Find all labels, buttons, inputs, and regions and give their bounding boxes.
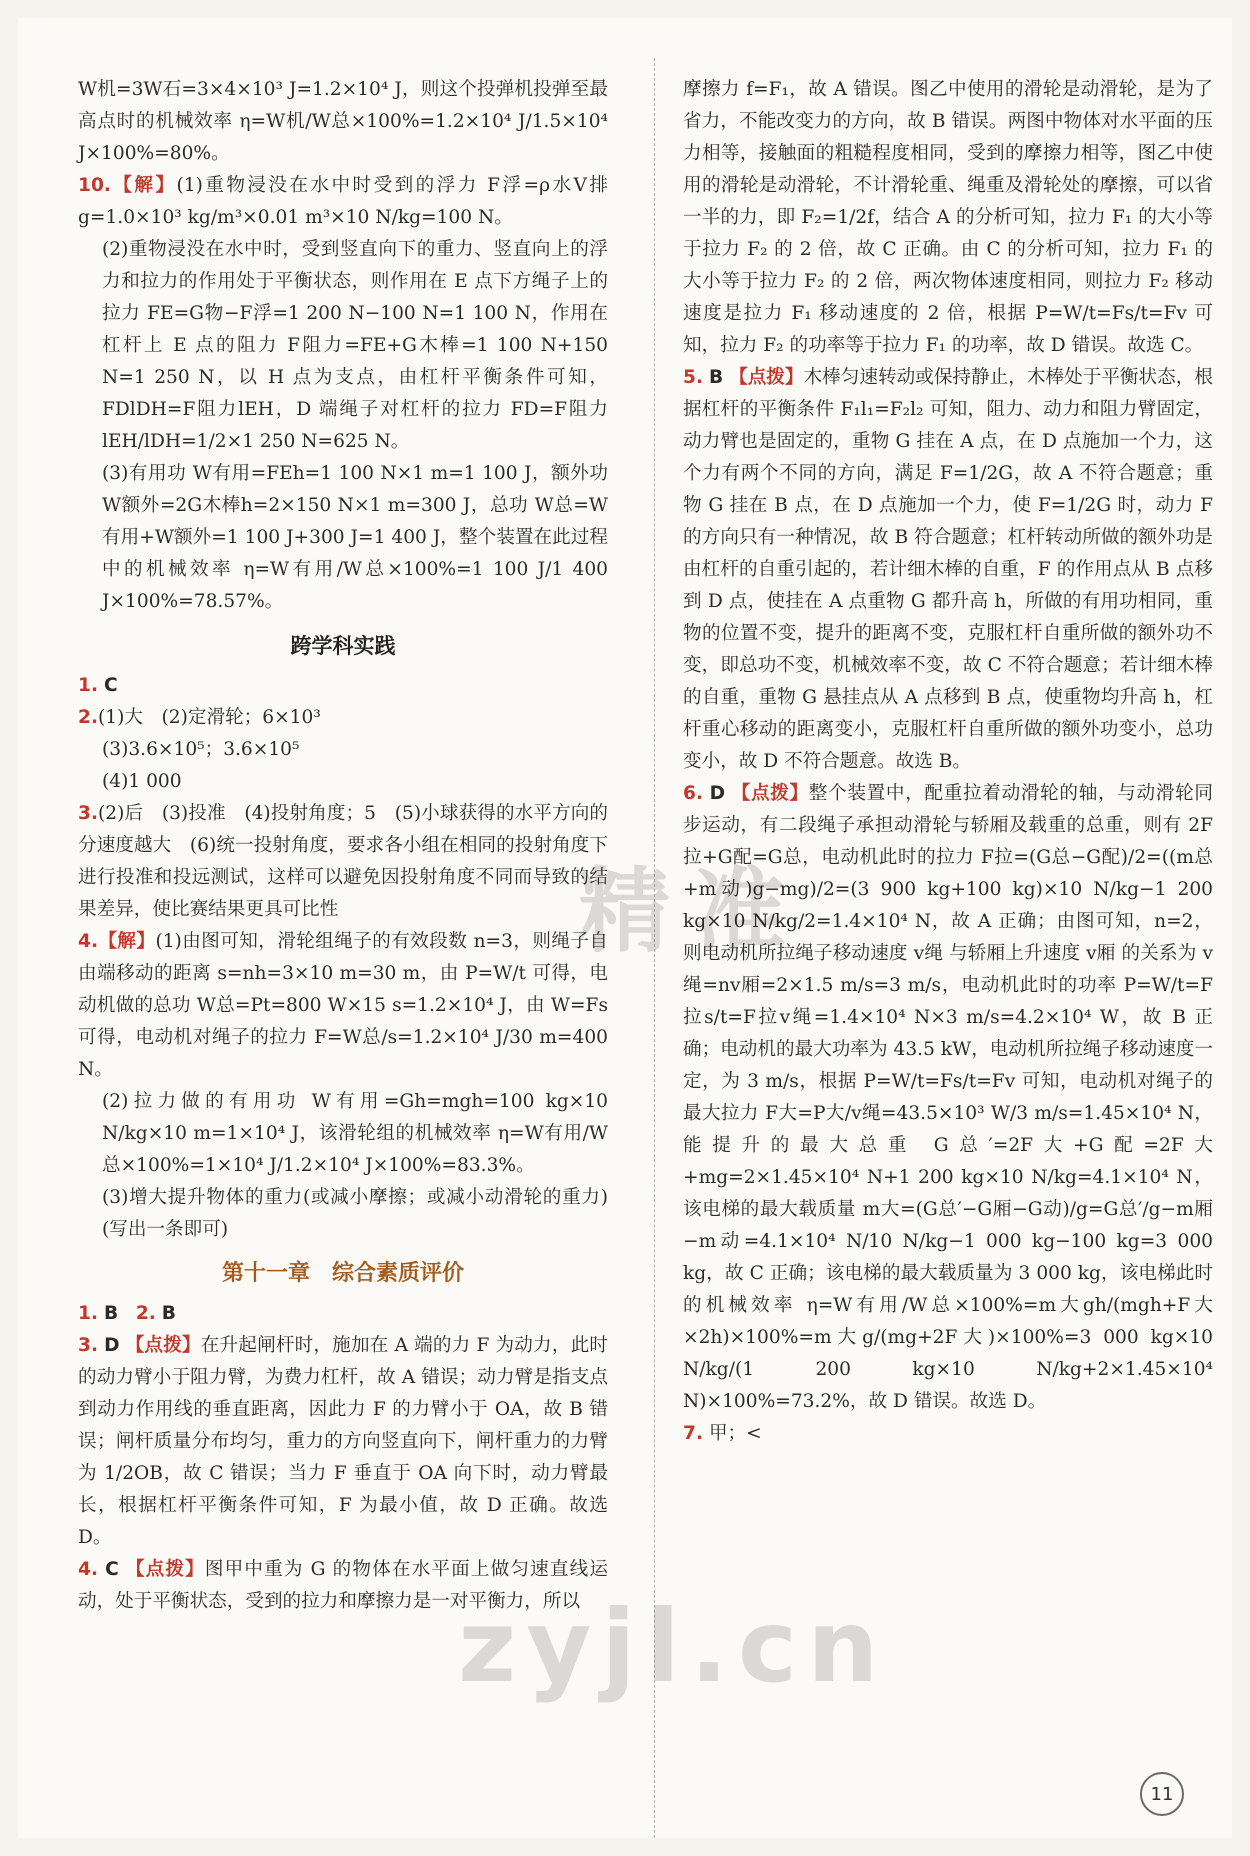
answer-item xyxy=(78,670,608,702)
question-number: 4. xyxy=(78,1559,99,1580)
question-10 xyxy=(78,170,608,234)
watermark-url: zyjl.cn xyxy=(458,1588,889,1705)
question-number: 6. xyxy=(683,783,704,804)
answer-text: 木棒匀速转动或保持静止，木棒处于平衡状态，根据杠杆的平衡条件 F₁l₁=F₂l₂ 可知，阻力、动力和阻力臂固定，动力臂也是固定的，重物 G 挂在 A 点，在 D 点施加一个力，这个力有两个不同的方向，满足 F=1/2G，故 A 不符合题意；重物 G 挂在 B 点，在 D 点施加一个力，使 F=1/2G 时，动力 F 的方向只有一种情况，故 B 符合题意；杠杆转动所做的额外功是由杠杆的自重引起的，若计细木棒的自重，F 的作用点从 B 点移到 D 点，使挂在 A 点重物 G 都升高 h，所做的有用功相同，重物的位置不变，提升的距离不变，克服杠杆自重所做的额外功不变，即总功不变，机械效率不变，故 C 不符合题意；若计细木棒的自重，重物 G 悬挂点从 A 点移到 B 点，使重物均升高 h，杠杆重心移动的距离变小，克服杠杆自重所做的额外功变小，总功变小，故 D 不符合题意。故选 B。 xyxy=(683,367,1213,772)
answer-choice: B xyxy=(708,367,724,388)
answer-text: (1)由图可知，滑轮组绳子的有效段数 n=3，则绳子自由端移动的距离 s=nh=3×10 m=30 m，由 P=W/t 可得，电动机做的总功 W总=Pt=800 W×15 s=1.2×10⁴ J，由 W=Fs 可得，电动机对绳子的拉力 F=W总/s=1.2×10⁴ J/30 m=400 N。 xyxy=(78,931,608,1080)
right-column xyxy=(683,74,1213,1450)
answer-page xyxy=(18,18,1232,1838)
hint-tag: 【点拨】 xyxy=(125,1335,201,1356)
answer-choice: C xyxy=(105,1559,119,1580)
question-number: 4. xyxy=(78,931,99,952)
answer-item xyxy=(78,702,608,734)
answer-item xyxy=(683,362,1213,778)
question-number: 2. xyxy=(78,707,99,728)
hint-tag: 【点拨】 xyxy=(729,367,804,388)
answer-text: 摩擦力 f=F₁，故 A 错误。图乙中使用的滑轮是动滑轮，是为了省力，不能改变力的方向，故 B 错误。两图中物体对水平面的压力相等，接触面的粗糙程度相同，受到的摩擦力相等，图乙中使用的滑轮是动滑轮，不计滑轮重、绳重及滑轮处的摩擦，可以省一半的力，即 F₂=1/2f，结合 A 的分析可知，拉力 F₁ 的大小等于拉力 F₂ 的 2 倍，故 C 正确。由 C 的分析可知，拉力 F₁ 的大小等于拉力 F₂ 的 2 倍，两次物体速度相同，则拉力 F₂ 移动速度是拉力 F₁ 移动速度的 2 倍，根据 P=W/t=Fs/t=Fv 可知，拉力 F₂ 的功率等于拉力 F₁ 的功率，故 D 错误。故选 C。 xyxy=(683,79,1213,356)
answer-item xyxy=(78,1298,608,1330)
solution-tag: 【解】 xyxy=(110,175,177,196)
answer-text: 在升起闸杆时，施加在 A 端的力 F 为动力，此时的动力臂小于阻力臂，为费力杠杆，故 A 错误；动力臂是指支点到动力作用线的垂直距离，因此力 F 的力臂小于 OA，故 B 错误；闸杆质量分布均匀，重力的方向竖直向下，闸杆重力的力臂为 1/2OB，故 C 错误；当力 F 垂直于 OA 向下时，动力臂最长，根据杠杆平衡条件可知，F 为最小值，故 D 正确。故选 D。 xyxy=(78,1335,608,1548)
answer-text: (1)重物浸没在水中时受到的浮力 F浮=ρ水V排g=1.0×10³ kg/m³×0.01 m³×10 N/kg=100 N。 xyxy=(78,175,608,228)
question-number: 3. xyxy=(78,1335,99,1356)
answer-text: (1)大 (2)定滑轮；6×10³ xyxy=(98,707,321,728)
answer-text: 图甲中重为 G 的物体在水平面上做匀速直线运动，处于平衡状态，受到的拉力和摩擦力是一对平衡力，所以 xyxy=(78,1559,608,1612)
answer-text: (3)3.6×10⁵；3.6×10⁵ xyxy=(102,739,300,760)
answer-item xyxy=(683,1418,1213,1450)
section-title: 跨学科实践 xyxy=(290,634,396,658)
answer-item xyxy=(78,926,608,1086)
question-number: 5. xyxy=(683,367,704,388)
solution-tag: 【解】 xyxy=(98,931,156,952)
question-number: 2. xyxy=(135,1303,156,1324)
answer-text: 整个装置中，配重拉着动滑轮的轴，与动滑轮同步运动，有二段绳子承担动滑轮与轿厢及载重的总重，则有 2F拉+G配=G总，电动机此时的拉力 F拉=(G总−G配)/2=((m总+m动)g−mg)/2=(3 900 kg+100 kg)×10 N/kg−1 200 kg×10 N/kg/2=1.4×10⁴ N，故 A 正确；由图可知，n=2，则电动机所拉绳子移动速度 v绳 与轿厢上升速度 v厢 的关系为 v绳=nv厢=2×1.5 m/s=3 m/s，电动机此时的功率 P=W/t=F拉s/t=F拉v绳=1.4×10⁴ N×3 m/s=4.2×10⁴ W，故 B 正确；电动机的最大功率为 43.5 kW，电动机所拉绳子移动速度一定，为 3 m/s，根据 P=W/t=Fs/t=Fv 可知，电动机对绳子的最大拉力 F大=P大/v绳=43.5×10³ W/3 m/s=1.45×10⁴ N，能提升的最大总重 G总′=2F大+G配=2F大+mg=2×1.45×10⁴ N+1 200 kg×10 N/kg=4.1×10⁴ N，该电梯的最大载质量 m大=(G总′−G厢−G动)/g=G总′/g−m厢−m动=4.1×10⁴ N/10 N/kg−1 000 kg−100 kg=3 000 kg，故 C 正确；该电梯的最大载质量为 3 000 kg，该电梯此时的机械效率 η=W有用/W总×100%=m大gh/(mgh+F大×2h)×100%=m大g/(mg+2F大)×100%=3 000 kg×10 N/kg/(1 200 kg×10 N/kg+2×1.45×10⁴ N)×100%=73.2%，故 D 错误。故选 D。 xyxy=(683,783,1213,1412)
answer-choice: D xyxy=(104,1335,120,1356)
question-number: 10. xyxy=(78,175,111,196)
question-number: 1. xyxy=(78,1303,99,1324)
answer-text: (2)后 (3)投准 (4)投射角度；5 (5)小球获得的水平方向的分速度越大 (6)统一投射角度，要求各小组在相同的投射角度下进行投准和投远测试，这样可以避免因投射角度不同而导致的结果差异，使比赛结果更具可比性 xyxy=(78,803,608,920)
question-number: 7. xyxy=(683,1423,704,1444)
page-number: 11 xyxy=(1140,1772,1184,1816)
answer-text: (2)重物浸没在水中时，受到竖直向下的重力、竖直向上的浮力和拉力的作用处于平衡状态，则作用在 E 点下方绳子上的拉力 FE=G物−F浮=1 200 N−100 N=1 100 N，作用在杠杆上 E 点的阻力 F阻力=FE+G木棒=1 100 N+150 N=1 250 N，以 H 点为支点，由杠杆平衡条件可知，FDlDH=F阻力lEH，D 端绳子对杠杆的拉力 FD=F阻力lEH/lDH=1/2×1 250 N=625 N。 xyxy=(102,239,608,452)
answer-text: 甲；< xyxy=(708,1423,762,1444)
left-column xyxy=(78,74,608,1618)
answer-text: (3)增大提升物体的重力(或减小摩擦；或减小动滑轮的重力)(写出一条即可) xyxy=(102,1187,608,1240)
answer-item xyxy=(78,1330,608,1554)
answer-choice: B xyxy=(103,1303,119,1324)
question-number: 3. xyxy=(78,803,99,824)
watermark-logo: 精准 xyxy=(578,858,811,965)
answer-text: (3)有用功 W有用=FEh=1 100 N×1 m=1 100 J，额外功 W额外=2G木棒h=2×150 N×1 m=300 J，总功 W总=W有用+W额外=1 100 J+300 J=1 400 J，整个装置在此过程中的机械效率 η=W有用/W总×100%=1 100 J/1 400 J×100%=78.57%。 xyxy=(102,463,608,612)
hint-tag: 【点拨】 xyxy=(125,1559,205,1580)
answer-choice: C xyxy=(103,675,118,696)
chapter-title: 第十一章 综合素质评价 xyxy=(221,1261,464,1286)
question-number: 1. xyxy=(78,675,99,696)
answer-choice: B xyxy=(161,1303,176,1324)
answer-item xyxy=(78,798,608,926)
hint-tag: 【点拨】 xyxy=(731,783,809,804)
left-text-1: W机=3W石=3×4×10³ J=1.2×10⁴ J，则这个投弹机投弹至最高点时的机械效率 η=W机/W总×100%=1.2×10⁴ J/1.5×10⁴ J×100%=80%。 xyxy=(78,79,608,164)
answer-choice: D xyxy=(709,783,726,804)
answer-text: (4)1 000 xyxy=(102,771,182,792)
answer-text: (2)拉力做的有用功 W有用=Gh=mgh=100 kg×10 N/kg×10 m=1×10⁴ J，该滑轮组的机械效率 η=W有用/W总×100%=1×10⁴ J/1.2×10⁴ J×100%=83.3%。 xyxy=(102,1091,608,1176)
